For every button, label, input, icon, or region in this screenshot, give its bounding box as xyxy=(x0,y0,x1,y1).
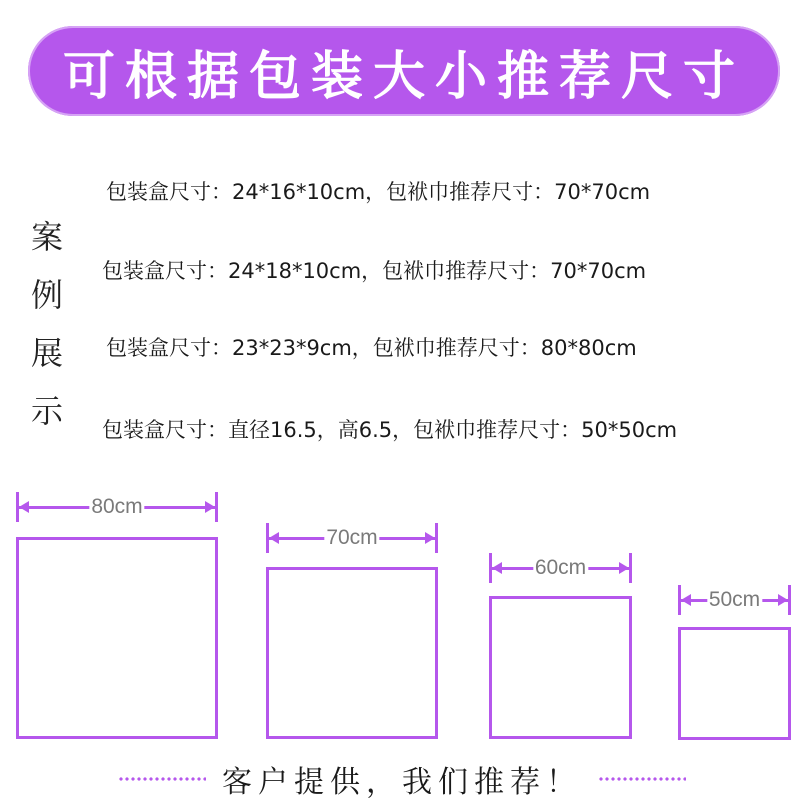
side-label-char: 示 xyxy=(30,392,63,430)
title-banner xyxy=(28,26,780,116)
side-label-char: 展 xyxy=(30,334,63,372)
footer xyxy=(0,755,800,799)
footer-dots-left xyxy=(118,777,206,781)
dimension-80cm xyxy=(16,492,218,522)
cloth-square-80cm xyxy=(16,537,218,739)
case-line: 包装盒尺寸：24*16*10cm，包袱巾推荐尺寸：70*70cm xyxy=(106,180,651,204)
side-label-char: 案 xyxy=(30,218,63,256)
dimension-label: 60cm xyxy=(534,556,587,579)
dimension-label: 70cm xyxy=(326,526,378,549)
case-display-label xyxy=(22,208,72,440)
dimension-label: 50cm xyxy=(708,588,761,611)
cloth-square-60cm xyxy=(489,596,632,739)
dimension-60cm xyxy=(489,553,632,583)
dimension-70cm xyxy=(266,523,438,553)
cloth-square-50cm xyxy=(678,627,791,740)
banner-title: 可根据包装大小推荐尺寸 xyxy=(62,45,745,107)
footer-dots-right xyxy=(598,777,686,781)
dimension-label: 80cm xyxy=(91,495,143,518)
footer-slogan: 客户提供，我们推荐！ xyxy=(222,765,582,800)
case-line: 包装盒尺寸：23*23*9cm，包袱巾推荐尺寸：80*80cm xyxy=(106,336,637,360)
dimension-50cm xyxy=(678,585,791,615)
cloth-square-70cm xyxy=(266,567,438,739)
case-line: 包装盒尺寸：直径16.5，高6.5，包袱巾推荐尺寸：50*50cm xyxy=(102,418,678,442)
side-label-char: 例 xyxy=(30,276,63,314)
case-line: 包装盒尺寸：24*18*10cm，包袱巾推荐尺寸：70*70cm xyxy=(102,259,647,283)
